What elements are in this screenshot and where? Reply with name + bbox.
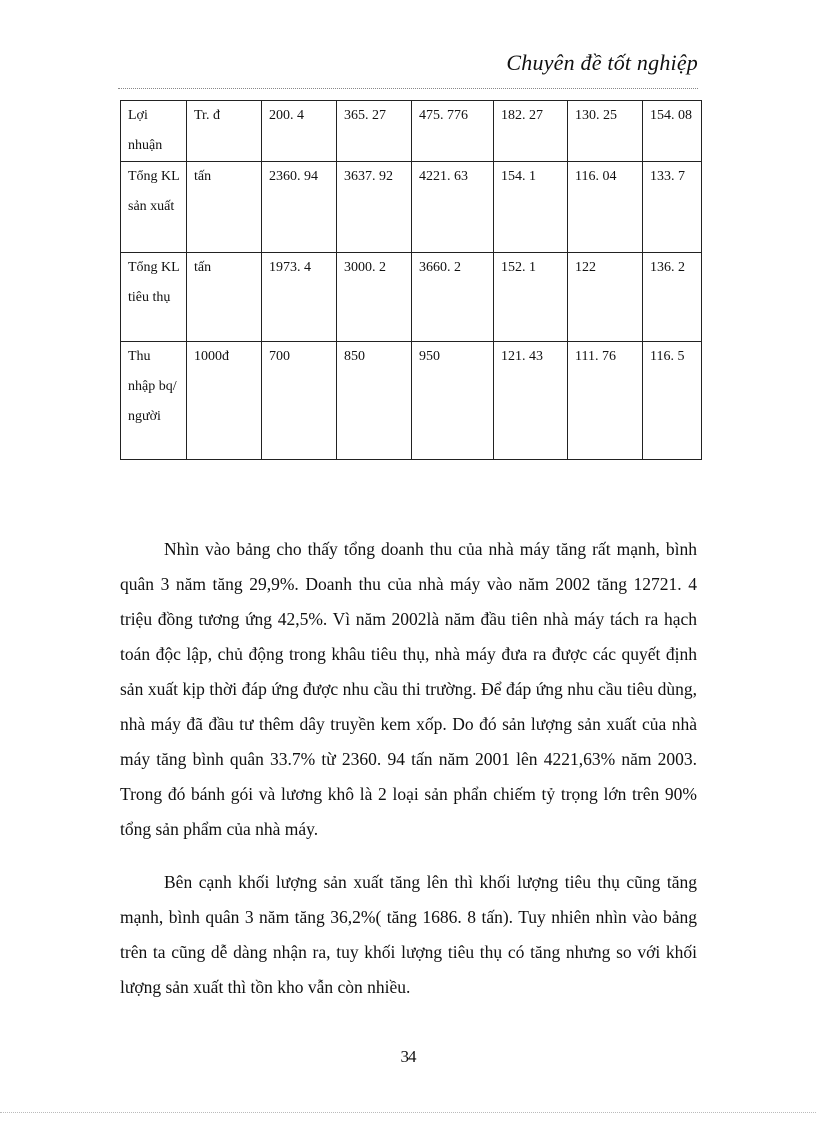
- unit-cell: 1000đ: [187, 342, 262, 460]
- average-cell: 133. 7: [643, 162, 702, 253]
- average-cell: 116. 5: [643, 342, 702, 460]
- average-cell: 154. 08: [643, 101, 702, 162]
- value-cell-2001: 700: [262, 342, 337, 460]
- unit-cell: Tr. đ: [187, 101, 262, 162]
- row-label-cell: Thu nhập bq/ người: [121, 342, 187, 460]
- statistics-table: [120, 100, 702, 460]
- body-text: [120, 532, 697, 1005]
- paragraph-revenue-analysis: Nhìn vào bảng cho thấy tổng doanh thu của nhà máy tăng rất mạnh, bình quân 3 năm tăng 29,9%. Doanh thu của nhà máy vào năm 2002 tăng 12721. 4 triệu đồng tương ứng 42,5%. Vì năm 2002là năm đầu tiên nhà máy tách ra hạch toán độc lập, chủ động trong khâu tiêu thụ, nhà máy đưa ra được các quyết định sản xuất kịp thời đáp ứng được nhu cầu thi trường. Để đáp ứng nhu cầu tiêu dùng, nhà máy đã đầu tư thêm dây truyền kem xốp. Do đó sản lượng sản xuất của nhà máy tăng bình quân 33.7% từ 2360. 94 tấn năm 2001 lên 4221,63% năm 2003. Trong đó bánh gói và lương khô là 2 loại sản phẩn chiếm tỷ trọng lớn trên 90% tổng sản phẩm của nhà máy.: [120, 539, 697, 839]
- value-cell-2001: 200. 4: [262, 101, 337, 162]
- value-cell-2003: 950: [412, 342, 494, 460]
- row-label-cell: Tổng KL tiêu thụ: [121, 253, 187, 342]
- footer-divider: [0, 1112, 816, 1113]
- page-number: 34: [400, 1047, 416, 1066]
- compare-cell-2: 111. 76: [568, 342, 643, 460]
- value-cell-2003: 475. 776: [412, 101, 494, 162]
- compare-cell-1: 152. 1: [494, 253, 568, 342]
- compare-cell-2: 122: [568, 253, 643, 342]
- compare-cell-1: 121. 43: [494, 342, 568, 460]
- value-cell-2003: 3660. 2: [412, 253, 494, 342]
- page-header-title: Chuyên đề tốt nghiệp: [506, 50, 698, 75]
- compare-cell-2: 116. 04: [568, 162, 643, 253]
- paragraph-sales-volume-analysis: Bên cạnh khối lượng sản xuất tăng lên thì khối lượng tiêu thụ cũng tăng mạnh, bình quân 3 năm tăng 36,2%( tăng 1686. 8 tấn). Tuy nhiên nhìn vào bảng trên ta cũng dễ dàng nhận ra, tuy khối lượng tiêu thụ có tăng nhưng so với khối lượng sản xuất thì tồn kho vẫn còn nhiều.: [120, 872, 697, 997]
- value-cell-2001: 1973. 4: [262, 253, 337, 342]
- average-cell: 136. 2: [643, 253, 702, 342]
- compare-cell-1: 182. 27: [494, 101, 568, 162]
- header-divider: [118, 88, 698, 89]
- compare-cell-2: 130. 25: [568, 101, 643, 162]
- compare-cell-1: 154. 1: [494, 162, 568, 253]
- value-cell-2002: 850: [337, 342, 412, 460]
- value-cell-2003: 4221. 63: [412, 162, 494, 253]
- table-row-average-income: [121, 342, 702, 460]
- unit-cell: tấn: [187, 253, 262, 342]
- unit-cell: tấn: [187, 162, 262, 253]
- value-cell-2002: 3637. 92: [337, 162, 412, 253]
- table-row-sales-volume: [121, 253, 702, 342]
- value-cell-2002: 3000. 2: [337, 253, 412, 342]
- table-row-profit: [121, 101, 702, 162]
- row-label-cell: Lợi nhuận: [121, 101, 187, 162]
- value-cell-2002: 365. 27: [337, 101, 412, 162]
- row-label-cell: Tổng KL sản xuất: [121, 162, 187, 253]
- table-row-production-volume: [121, 162, 702, 253]
- value-cell-2001: 2360. 94: [262, 162, 337, 253]
